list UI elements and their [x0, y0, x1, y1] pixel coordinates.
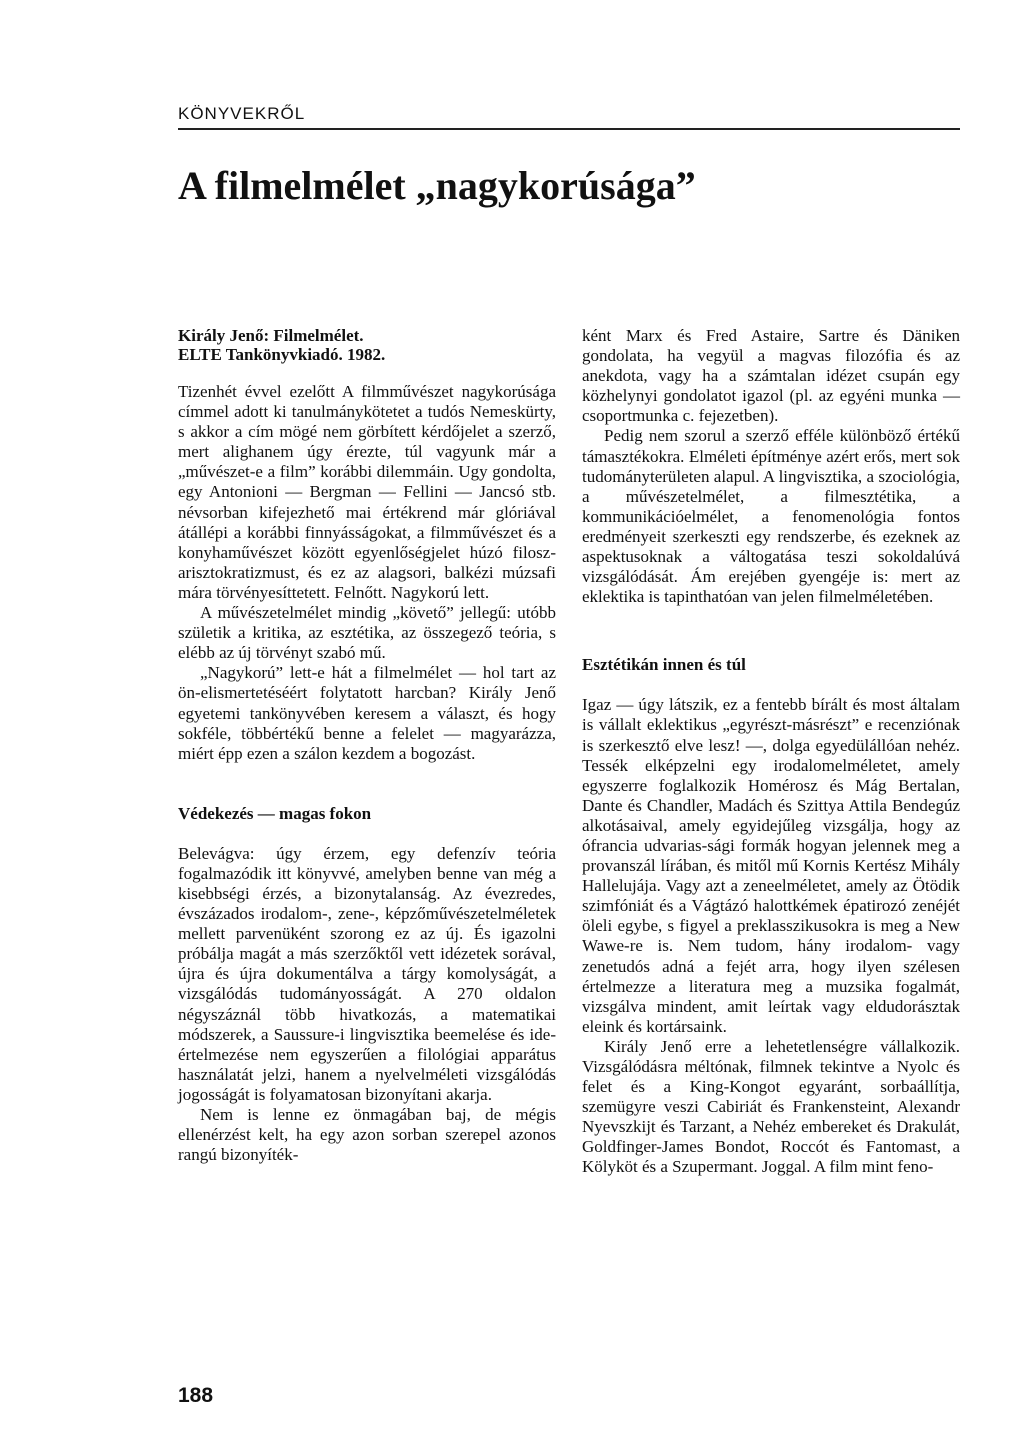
article-title: A filmelmélet „nagykorúsága”: [178, 163, 696, 208]
subheading: Védekezés — magas fokon: [178, 803, 372, 823]
paragraph: Király Jenő erre a lehetetlenségre vállalkozik. Vizsgálódásra méltónak, filmnek tekintve a Nyolc és felet és a King-Kongot egyaránt, sorbaállítja, szemügyre veszi Cabiriát és Frankensteint, Alexandr Nyevszkijt és Tarzant, a Nehéz embereket és Drakulát, Goldfinger-James Bondot, Roccót és Fantomast, a Kölyköt és a Szupermant. Joggal. A film mint feno-: [582, 1036, 960, 1177]
paragraph: „Nagykorú” lett-e hát a filmelmélet — hol tart az ön-elismertetéséért folytatott harcban? Király Jenő egyetemi tankönyvében keresem a választ, és hogy sokféle, többértékű benne a felelet — magyarázza, miért épp ezen a szálon kezdem a bogozást.: [178, 663, 556, 763]
right-column: [582, 326, 960, 1178]
paragraph: Belevágva: úgy érzem, egy defenzív teória fogalmazódik itt könyvvé, amelyben benne van még a kisebbségi érzés, a bizonytalanság. Az évezredes, évszázados irodalom-, zene-, képzőművészetelméletek mellett parvenüként szorong ez az új. És igazolni próbálja magát a más szerzőktől vett idézetek sorával, újra és újra dokumentálva a tárgy komolyságát, a vizsgálódás tudományosságát. A 270 oldalon négyszáznál több hivatkozás, a matematikai módszerek, a Saussure-i lingvisztika beemelése és ide-értelmezése nem egyszerűen a filológiai apparátus használatát jelzi, hanem a nyelvelméleti vizsgálódás jogosságát is folyamatosan bizonyítani akarja.: [178, 843, 556, 1104]
page-number: 188: [178, 1384, 214, 1407]
section-label: KÖNYVEKRŐL: [178, 104, 306, 123]
bibliography-line-2: ELTE Tankönyvkiadó. 1982.: [178, 345, 386, 364]
bibliography-line-1: Király Jenő: Filmelmélet.: [178, 326, 364, 345]
subheading: Esztétikán innen és túl: [582, 655, 746, 675]
header-rule: [178, 128, 960, 130]
paragraph: ként Marx és Fred Astaire, Sartre és Däniken gondolata, ha vegyül a magvas filozófia és az anekdota, vagy ha a számtalan idézet csupán egy közhelynyi gondolatot igazol (pl. az egyéni munka — csoportmunka c. fejezetben).: [582, 326, 960, 426]
paragraph: Pedig nem szorul a szerző efféle különböző értékű támasztékokra. Elméleti építménye azért erős, mert sok tudományterületen alapul. A lingvisztika, a szociológia, a művészetelmélet, a filmesztétika, a kommunikációelmélet, a fenomenológia fontos eredményeit szerkeszti egy rendszerbe, és ezeknek az aspektusoknak a váltogatása teszi sokoldalúvá vizsgálódását. Ám erejében gyengéje is: mert az eklektika is tapinthatóan van jelen filmelméletében.: [582, 426, 960, 607]
paragraph: A művészetelmélet mindig „követő” jellegű: utóbb születik a kritika, az esztétika, az összegező teória, s elébb az új törvényt szabó mű.: [178, 603, 556, 663]
paragraph: Tizenhét évvel ezelőtt A filmművészet nagykorúsága címmel adott ki tanulmánykötetet a tudós Nemeskürty, s akkor a cím mögé nem görbített kérdőjelet a szerző, mert alighanem úgy érezte, túl vagyunk már a „művészet-e a film” korábbi dilemmáin. Ugy gondolta, egy Antonioni — Bergman — Fellini — Jancsó stb. névsorban kifejezhető mai értékrend már glóriával átállépi a korábbi finnyásságokat, a filmművészet és a konyhaművészet között egyenlőségjelet húzó filosz-arisztokratizmust, és ez az alagsori, balkézi múzsafi mára törvényesíttetett. Felnőtt. Nagykorú lett.: [178, 382, 556, 602]
left-column: [178, 326, 556, 1165]
bibliography: [178, 326, 556, 364]
paragraph: Nem is lenne ez önmagában baj, de mégis ellenérzést kelt, ha egy azon sorban szerepel azonos rangú bizonyíték-: [178, 1105, 556, 1165]
paragraph: Igaz — úgy látszik, ez a fentebb bírált és most általam is vállalt eklektikus „egyrészt-másrészt” e recenziónak is szerkesztő elve lesz! —, dolga egyedülállóan nehéz. Tessék elképzelni egy irodalomelméletet, amely egyszerre foglalkozik Homérosz és Mág Bertalan, Dante és Chandler, Madách és Szittya Attila Bendegúz alkotásaival, amely egyidejűleg vizsgálja, hogy az ófrancia udvarias-sági formák hogyan jelennek meg a provanszál lírában, és mitől mű Kornis Kertész Mihály Hallelujája. Vagy azt a zeneelméletet, amely az Ötödik szimfóniát és a Vágtázó halottkémek épatirozó zenéjét öleli egybe, s figyel a preklasszikusokra is meg a New Wawe-re is. Nem tudom, hány irodalom- vagy zenetudós adná a fejét arra, hogy ilyen szélesen értelmezze a literatura meg a muzsika fogalmát, vizsgálva mindent, amit leírtak vagy eldudorásztak eleink és kortársaink.: [582, 695, 960, 1036]
